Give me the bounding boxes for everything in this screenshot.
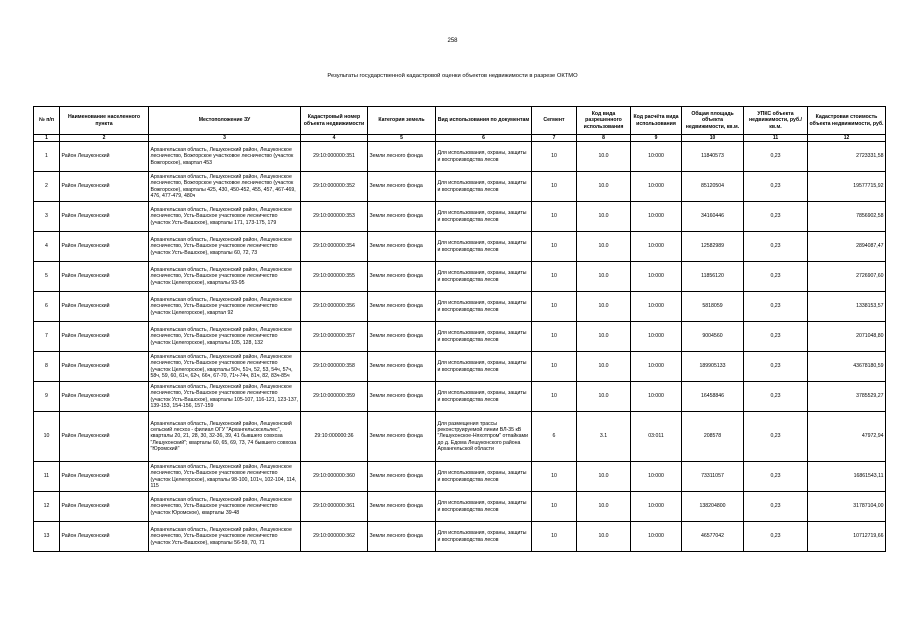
location-cell: Архангельская область, Лешуконский район, Лешуконское лесничество, Усть-Вашское участковое лесничество (участок Юромское), кварталы 39-48 — [149, 492, 301, 522]
col-header-use-type: Вид использования по документам — [436, 107, 532, 135]
location-cell: Архангельская область, Лешуконский район, Лешуконское лесничество, Усть-Вашское участковое лесничество (участок Усть-Вашское), кварталы 56-59, 70, 71 — [149, 522, 301, 552]
calc-code-cell: 10:000 — [631, 462, 682, 492]
use-type-cell: Для размещения трассы реконструируемой линии ВЛ-35 кВ "Лешуконское-Няхотпром" отпайками до д. Едома Лешуконского района Архангельской области — [436, 412, 532, 462]
column-number: 7 — [532, 135, 577, 142]
cadastral-number-cell: 29:10:000000:359 — [301, 382, 368, 412]
calc-code-cell: 10:000 — [631, 232, 682, 262]
use-code-cell: 10.0 — [577, 262, 631, 292]
area-cell: 189905133 — [682, 352, 744, 382]
land-category-cell: Земли лесного фонда — [368, 142, 436, 172]
use-code-cell: 10.0 — [577, 232, 631, 262]
column-number: 11 — [744, 135, 808, 142]
location-cell: Архангельская область, Лешуконский район, Лешуконское лесничество, Усть-Вашское участковое лесничество (участок Усть-Вашское), кварталы 171, 173-175, 179 — [149, 202, 301, 232]
column-number-row — [34, 135, 886, 142]
segment-cell: 10 — [532, 492, 577, 522]
cadastral-value-cell: 47972,94 — [808, 412, 886, 462]
location-cell: Архангельская область, Лешуконский район, Лешуконское лесничество, Усть-Вашское участковое лесничество (участок Целегорское), кварталы 50ч, 51ч, 52, 53, 54ч, 57ч, 58ч, 59, 60, 61ч, 62ч, 66ч, 67-70, 71ч-74ч, 81ч, 82, 83ч-85ч — [149, 352, 301, 382]
settlement-cell: Район Лешуконский — [60, 232, 149, 262]
col-header-calc-code: Код расчёта вида использования — [631, 107, 682, 135]
use-type-cell: Для использования, охраны, защиты и воспроизводства лесов — [436, 262, 532, 292]
location-cell: Архангельская область, Лешуконский район, Лешуконское лесничество, Вожгорское участковое лесничество (участок Вожгорское), кварталы 425, 430, 450-452, 455, 457, 467-469, 476, 477-479, 480ч — [149, 172, 301, 202]
land-category-cell: Земли лесного фонда — [368, 522, 436, 552]
page-number: 258 — [447, 38, 458, 44]
land-category-cell: Земли лесного фонда — [368, 322, 436, 352]
row-number: 5 — [34, 262, 60, 292]
area-cell: 138204800 — [682, 492, 744, 522]
settlement-cell: Район Лешуконский — [60, 462, 149, 492]
use-type-cell: Для использования, охраны, защиты и воспроизводства лесов — [436, 202, 532, 232]
use-type-cell: Для использования, охраны, защиты и воспроизводства лесов — [436, 292, 532, 322]
area-cell: 16458846 — [682, 382, 744, 412]
col-header-use-code: Код вида разрешенного использования — [577, 107, 631, 135]
cadastral-value-cell: 3785529,27 — [808, 382, 886, 412]
cadastral-number-cell: 29:10:000000:357 — [301, 322, 368, 352]
upks-cell: 0,23 — [744, 142, 808, 172]
segment-cell: 10 — [532, 292, 577, 322]
area-cell: 85120504 — [682, 172, 744, 202]
header-row — [34, 107, 886, 135]
calc-code-cell: 10:000 — [631, 172, 682, 202]
use-code-cell: 10.0 — [577, 322, 631, 352]
settlement-cell: Район Лешуконский — [60, 202, 149, 232]
cadastral-number-cell: 29:10:000000:354 — [301, 232, 368, 262]
cadastral-number-cell: 29:10:000000:356 — [301, 292, 368, 322]
col-header-number: № п/п — [34, 107, 60, 135]
column-number: 4 — [301, 135, 368, 142]
calc-code-cell: 10:000 — [631, 352, 682, 382]
area-cell: 12582989 — [682, 232, 744, 262]
upks-cell: 0,23 — [744, 292, 808, 322]
use-code-cell: 10.0 — [577, 522, 631, 552]
calc-code-cell: 10:000 — [631, 292, 682, 322]
area-cell: 11856120 — [682, 262, 744, 292]
cadastral-number-cell: 29:10:000000:36 — [301, 412, 368, 462]
settlement-cell: Район Лешуконский — [60, 262, 149, 292]
settlement-cell: Район Лешуконский — [60, 292, 149, 322]
calc-code-cell: 10:000 — [631, 202, 682, 232]
cadastral-number-cell: 29:10:000000:358 — [301, 352, 368, 382]
segment-cell: 10 — [532, 262, 577, 292]
table-row — [34, 232, 886, 262]
location-cell: Архангельская область, Лешуконский район, Лешуконское лесничество, Усть-Вашское участковое лесничество (участок Целегорское), кварталы 105, 128, 132 — [149, 322, 301, 352]
document-title: Результаты государственной кадастровой оценки объектов недвижимости в разрезе ОКТМО — [327, 73, 578, 79]
segment-cell: 10 — [532, 232, 577, 262]
location-cell: Архангельская область, Лешуконский район, Лешуконский сельский лесхоз - филиал ОГУ "Архангельсксельлес", кварталы 20, 21, 28, 30, 32-36, 39, 41 бывшего совхоза "Лешуконский"; кварталы 60, 65, 69, 73, 74 бывшего совхоза "Юромский" — [149, 412, 301, 462]
area-cell: 208578 — [682, 412, 744, 462]
segment-cell: 10 — [532, 522, 577, 552]
use-type-cell: Для использования, охраны, защиты и воспроизводства лесов — [436, 462, 532, 492]
use-code-cell: 10.0 — [577, 382, 631, 412]
location-cell: Архангельская область, Лешуконский район, Лешуконское лесничество, Вожгорское участковое лесничество (участок Вожгорское), квартал 453 — [149, 142, 301, 172]
row-number: 9 — [34, 382, 60, 412]
location-cell: Архангельская область, Лешуконский район, Лешуконское лесничество, Усть-Вашское участковое лесничество (участок Усть-Вашское), кварталы 60, 72, 73 — [149, 232, 301, 262]
row-number: 13 — [34, 522, 60, 552]
location-cell: Архангельская область, Лешуконский район, Лешуконское лесничество, Усть-Вашское участковое лесничество (участок Целегорское), кварталы 93-95 — [149, 262, 301, 292]
use-type-cell: Для использования, охраны, защиты и воспроизводства лесов — [436, 382, 532, 412]
location-cell: Архангельская область, Лешуконский район, Лешуконское лесничество, Усть-Вашское участковое лесничество (участок Целегорское), квартал 92 — [149, 292, 301, 322]
cadastral-value-cell: 2726907,60 — [808, 262, 886, 292]
area-cell: 11840573 — [682, 142, 744, 172]
column-number: 9 — [631, 135, 682, 142]
use-type-cell: Для использования, охраны, защиты и воспроизводства лесов — [436, 322, 532, 352]
table-row — [34, 492, 886, 522]
cadastral-value-cell: 2723331,58 — [808, 142, 886, 172]
use-code-cell: 10.0 — [577, 202, 631, 232]
use-code-cell: 10.0 — [577, 172, 631, 202]
segment-cell: 10 — [532, 172, 577, 202]
col-header-upks: УПКС объекта недвижимости, руб./кв.м. — [744, 107, 808, 135]
row-number: 1 — [34, 142, 60, 172]
settlement-cell: Район Лешуконский — [60, 142, 149, 172]
land-category-cell: Земли лесного фонда — [368, 352, 436, 382]
land-category-cell: Земли лесного фонда — [368, 382, 436, 412]
cadastral-value-cell: 19577715,92 — [808, 172, 886, 202]
use-type-cell: Для использования, охраны, защиты и воспроизводства лесов — [436, 492, 532, 522]
land-category-cell: Земли лесного фонда — [368, 232, 436, 262]
col-header-area: Общая площадь объекта недвижимости, кв.м. — [682, 107, 744, 135]
use-code-cell: 10.0 — [577, 142, 631, 172]
settlement-cell: Район Лешуконский — [60, 522, 149, 552]
cadastral-value-cell: 7856902,58 — [808, 202, 886, 232]
table-row — [34, 172, 886, 202]
use-code-cell: 10.0 — [577, 292, 631, 322]
valuation-table — [33, 106, 886, 552]
segment-cell: 10 — [532, 352, 577, 382]
row-number: 6 — [34, 292, 60, 322]
cadastral-value-cell: 10712719,66 — [808, 522, 886, 552]
upks-cell: 0,23 — [744, 262, 808, 292]
area-cell: 34160446 — [682, 202, 744, 232]
segment-cell: 10 — [532, 202, 577, 232]
land-category-cell: Земли лесного фонда — [368, 412, 436, 462]
col-header-segment: Сегмент — [532, 107, 577, 135]
upks-cell: 0,23 — [744, 172, 808, 202]
cadastral-number-cell: 29:10:000000:355 — [301, 262, 368, 292]
column-number: 3 — [149, 135, 301, 142]
cadastral-value-cell: 43678180,59 — [808, 352, 886, 382]
location-cell: Архангельская область, Лешуконский район, Лешуконское лесничество, Усть-Вашское участковое лесничество (участок Усть-Вашское), кварталы 105-107, 116-121, 123-137, 139-153, 154-156, 157-159 — [149, 382, 301, 412]
use-type-cell: Для использования, охраны, защиты и воспроизводства лесов — [436, 142, 532, 172]
column-number: 8 — [577, 135, 631, 142]
area-cell: 73311057 — [682, 462, 744, 492]
upks-cell: 0,23 — [744, 412, 808, 462]
use-type-cell: Для использования, охраны, защиты и воспроизводства лесов — [436, 232, 532, 262]
segment-cell: 10 — [532, 142, 577, 172]
land-category-cell: Земли лесного фонда — [368, 492, 436, 522]
use-type-cell: Для использования, охраны, защиты и воспроизводства лесов — [436, 522, 532, 552]
land-category-cell: Земли лесного фонда — [368, 292, 436, 322]
area-cell: 5818059 — [682, 292, 744, 322]
calc-code-cell: 10:000 — [631, 142, 682, 172]
area-cell: 46577042 — [682, 522, 744, 552]
cadastral-number-cell: 29:10:000000:362 — [301, 522, 368, 552]
settlement-cell: Район Лешуконский — [60, 352, 149, 382]
upks-cell: 0,23 — [744, 322, 808, 352]
table-body — [34, 142, 886, 552]
calc-code-cell: 10:000 — [631, 522, 682, 552]
use-code-cell: 3.1 — [577, 412, 631, 462]
table-row — [34, 382, 886, 412]
row-number: 11 — [34, 462, 60, 492]
use-type-cell: Для использования, охраны, защиты и воспроизводства лесов — [436, 352, 532, 382]
row-number: 7 — [34, 322, 60, 352]
settlement-cell: Район Лешуконский — [60, 412, 149, 462]
row-number: 4 — [34, 232, 60, 262]
row-number: 12 — [34, 492, 60, 522]
table-row — [34, 322, 886, 352]
upks-cell: 0,23 — [744, 492, 808, 522]
settlement-cell: Район Лешуконский — [60, 172, 149, 202]
use-code-cell: 10.0 — [577, 462, 631, 492]
row-number: 2 — [34, 172, 60, 202]
calc-code-cell: 10:000 — [631, 262, 682, 292]
upks-cell: 0,23 — [744, 352, 808, 382]
col-header-location: Местоположение ЗУ — [149, 107, 301, 135]
location-cell: Архангельская область, Лешуконский район, Лешуконское лесничество, Усть-Вашское участковое лесничество (участок Целегорское), кварталы 98-100, 101ч, 102-104, 114, 115 — [149, 462, 301, 492]
cadastral-value-cell: 16861543,11 — [808, 462, 886, 492]
cadastral-number-cell: 29:10:000000:360 — [301, 462, 368, 492]
row-number: 8 — [34, 352, 60, 382]
col-header-land-category: Категория земель — [368, 107, 436, 135]
cadastral-value-cell: 1338153,57 — [808, 292, 886, 322]
calc-code-cell: 03:011 — [631, 412, 682, 462]
column-number: 2 — [60, 135, 149, 142]
calc-code-cell: 10:000 — [631, 382, 682, 412]
upks-cell: 0,23 — [744, 462, 808, 492]
row-number: 10 — [34, 412, 60, 462]
table-row — [34, 352, 886, 382]
area-cell: 9004560 — [682, 322, 744, 352]
table-row — [34, 142, 886, 172]
cadastral-value-cell: 2894087,47 — [808, 232, 886, 262]
upks-cell: 0,23 — [744, 382, 808, 412]
column-number: 5 — [368, 135, 436, 142]
column-number: 6 — [436, 135, 532, 142]
upks-cell: 0,23 — [744, 522, 808, 552]
segment-cell: 10 — [532, 322, 577, 352]
table-row — [34, 412, 886, 462]
table-row — [34, 462, 886, 492]
land-category-cell: Земли лесного фонда — [368, 262, 436, 292]
column-number: 1 — [34, 135, 60, 142]
table-row — [34, 292, 886, 322]
cadastral-value-cell: 31787104,00 — [808, 492, 886, 522]
upks-cell: 0,23 — [744, 232, 808, 262]
calc-code-cell: 10:000 — [631, 322, 682, 352]
land-category-cell: Земли лесного фонда — [368, 172, 436, 202]
col-header-cadastral-number: Кадастровый номер объекта недвижимости — [301, 107, 368, 135]
column-number: 10 — [682, 135, 744, 142]
row-number: 3 — [34, 202, 60, 232]
settlement-cell: Район Лешуконский — [60, 322, 149, 352]
column-number: 12 — [808, 135, 886, 142]
settlement-cell: Район Лешуконский — [60, 492, 149, 522]
table-row — [34, 522, 886, 552]
table-row — [34, 262, 886, 292]
cadastral-number-cell: 29:10:000000:361 — [301, 492, 368, 522]
segment-cell: 10 — [532, 462, 577, 492]
cadastral-number-cell: 29:10:000000:352 — [301, 172, 368, 202]
table-row — [34, 202, 886, 232]
use-type-cell: Для использования, охраны, защиты и воспроизводства лесов — [436, 172, 532, 202]
land-category-cell: Земли лесного фонда — [368, 462, 436, 492]
land-category-cell: Земли лесного фонда — [368, 202, 436, 232]
cadastral-number-cell: 29:10:000000:351 — [301, 142, 368, 172]
use-code-cell: 10.0 — [577, 352, 631, 382]
col-header-settlement: Наименование населенного пункта — [60, 107, 149, 135]
segment-cell: 6 — [532, 412, 577, 462]
col-header-cadastral-value: Кадастровая стоимость объекта недвижимости, руб. — [808, 107, 886, 135]
settlement-cell: Район Лешуконский — [60, 382, 149, 412]
cadastral-value-cell: 2071048,80 — [808, 322, 886, 352]
segment-cell: 10 — [532, 382, 577, 412]
calc-code-cell: 10:000 — [631, 492, 682, 522]
use-code-cell: 10.0 — [577, 492, 631, 522]
cadastral-number-cell: 29:10:000000:353 — [301, 202, 368, 232]
upks-cell: 0,23 — [744, 202, 808, 232]
